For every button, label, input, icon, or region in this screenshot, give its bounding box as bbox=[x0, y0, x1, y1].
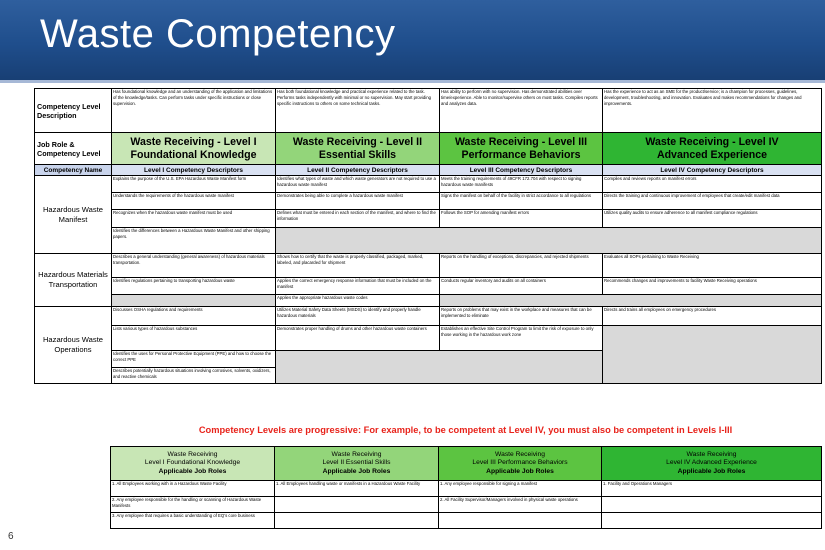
empty-cell bbox=[112, 295, 276, 307]
roles-level-2-header: Waste Receiving Level II Essential Skills Applicable Job Roles bbox=[275, 447, 439, 481]
level-3-descriptor-header: Level III Competency Descriptors bbox=[440, 165, 603, 176]
table-cell: Demonstrates proper handling of drums and other hazardous waste containers bbox=[276, 326, 440, 351]
level-4-description: Has the experience to act as an SME for the product/service; is a champion for processes, guidelines, development, troubleshooting, and innovation. Evaluates and makes recommendations for changes and improvements. bbox=[603, 89, 822, 133]
table-row bbox=[111, 513, 822, 529]
table-cell: Utilizes Material Safety Data Sheets (MSDS) to identify and properly handle hazardous materials bbox=[276, 307, 440, 326]
level-1-descriptor-header: Level I Competency Descriptors bbox=[112, 165, 276, 176]
table-row bbox=[35, 193, 822, 210]
table-cell bbox=[275, 513, 439, 529]
empty-cell bbox=[276, 351, 603, 384]
table-cell: Utilizes quality audits to ensure adherence to all manifest compliance regulations bbox=[603, 210, 822, 228]
table-cell: 1. Facility and Operations Managers bbox=[602, 481, 822, 497]
level-4-subtitle: Advanced Experience bbox=[656, 148, 768, 161]
table-cell: Reports on problems that may exist in the workplace and measures that can be implemented to eliminate bbox=[440, 307, 603, 326]
table-row bbox=[35, 228, 822, 254]
table-cell: Identifies what types of waste and which waste generators are not required to use a hazardous waste manifest bbox=[276, 176, 440, 193]
level-description-row bbox=[35, 89, 822, 133]
table-cell: Applies the correct emergency response information that must be included on the manifest bbox=[276, 278, 440, 295]
table-cell: 2. Any employee responsible for the handling or scanning of Hazardous Waste Manifests bbox=[111, 497, 275, 513]
table-cell: Describes potentially hazardous situations involving corrosives, solvents, oxidizers, and reactive chemicals bbox=[112, 368, 276, 384]
competency-matrix bbox=[34, 88, 822, 384]
table-cell: Identifies regulations pertaining to transporting hazardous waste bbox=[112, 278, 276, 295]
competency-name-operations: Hazardous Waste Operations bbox=[35, 307, 112, 384]
roles-level-3-header: Waste Receiving Level III Performance Behaviors Applicable Job Roles bbox=[439, 447, 602, 481]
applicable-job-roles-table bbox=[110, 446, 822, 529]
table-cell: 1. All Employees working with in a Hazardous Waste Facility bbox=[111, 481, 275, 497]
table-cell: Defines what must be entered in each section of the manifest, and where to find the information bbox=[276, 210, 440, 228]
level-3-description: Has ability to perform with no supervision. Has demonstrated abilities over time/experience. Able to monitor/supervise others on most tasks. Compiles reports and analyzes data. bbox=[440, 89, 603, 133]
table-cell: Identifies the differences between a Hazardous Waste Manifest and other shipping papers. bbox=[112, 228, 276, 254]
level-1-heading bbox=[112, 133, 276, 165]
table-cell: Explains the purpose of the U.S. EPA Hazardous Waste Manifest form bbox=[112, 176, 276, 193]
table-cell: Conducts regular inventory and audits on all containers bbox=[440, 278, 603, 295]
level-4-descriptor-header: Level IV Competency Descriptors bbox=[603, 165, 822, 176]
empty-cell bbox=[440, 295, 822, 307]
level-1-description: Has foundational knowledge and an understanding of the application and limitations of the knowledge/tasks. Can perform tasks under specific instructions or close supervision. bbox=[112, 89, 276, 133]
level-2-title: Waste Receiving - Level II bbox=[292, 135, 423, 148]
competency-name-header: Competency Name bbox=[35, 165, 112, 176]
table-cell bbox=[439, 513, 602, 529]
empty-cell bbox=[603, 326, 822, 384]
job-role-label: Job Role & Competency Level bbox=[35, 133, 112, 165]
table-row bbox=[35, 254, 822, 278]
level-description-label: Competency Level Description bbox=[35, 89, 112, 133]
level-2-heading bbox=[276, 133, 440, 165]
level-2-descriptor-header: Level II Competency Descriptors bbox=[276, 165, 440, 176]
table-row bbox=[35, 326, 822, 351]
table-cell: 2. All Facility Supervisor/Managers involved in physical waste operations bbox=[439, 497, 602, 513]
table-row bbox=[35, 307, 822, 326]
level-3-title: Waste Receiving - Level III bbox=[454, 135, 588, 148]
level-1-title: Waste Receiving - Level I bbox=[130, 135, 257, 148]
competency-name-manifest: Hazardous Waste Manifest bbox=[35, 176, 112, 254]
table-cell bbox=[275, 497, 439, 513]
table-cell: Directs the training and continuous improvement of employees that create/edit manifest data bbox=[603, 193, 822, 210]
level-3-subtitle: Performance Behaviors bbox=[461, 148, 581, 161]
competency-name-transport: Hazardous Materials Transportation bbox=[35, 254, 112, 307]
slide-header bbox=[0, 0, 825, 80]
table-cell: Recommends changes and improvements to facility Waste Receiving operations bbox=[603, 278, 822, 295]
table-cell: Establishes an effective Site Control Program to limit the risk of exposure to only those working in the hazardous work zone bbox=[440, 326, 603, 351]
table-cell: 1. Any employee responsible for signing a manifest bbox=[439, 481, 602, 497]
table-row bbox=[111, 481, 822, 497]
table-cell: Recognizes when the hazardous waste manifest must be used bbox=[112, 210, 276, 228]
roles-level-1-header: Waste Receiving Level I Foundational Knowledge Applicable Job Roles bbox=[111, 447, 275, 481]
table-row bbox=[35, 295, 822, 307]
slide-title: Waste Competency bbox=[40, 12, 396, 56]
table-cell: 3. Any employee that requires a basic understanding of EQ's core business bbox=[111, 513, 275, 529]
job-role-row bbox=[35, 133, 822, 165]
table-cell: Directs and trains all employees on emergency procedures bbox=[603, 307, 822, 326]
page-number: 6 bbox=[8, 531, 14, 542]
table-cell: Signs the manifest on behalf of the facility in strict accordance to all regulations bbox=[440, 193, 603, 210]
empty-cell bbox=[276, 228, 822, 254]
table-cell: Describes a general understanding (general awareness) of hazardous materials transportation. bbox=[112, 254, 276, 278]
level-4-title: Waste Receiving - Level IV bbox=[645, 135, 779, 148]
table-cell: Reports on the handling of exceptions, discrepancies, and rejected shipments bbox=[440, 254, 603, 278]
progressive-note: Competency Levels are progressive: For example, to be competent at Level IV, you must also be competent in Levels I-III bbox=[198, 425, 733, 435]
table-cell: Demonstrates being able to complete a hazardous waste manifest bbox=[276, 193, 440, 210]
level-4-heading bbox=[603, 133, 822, 165]
roles-header-row bbox=[111, 447, 822, 481]
table-cell: Meets the training requirements of 49CFR 172.704 with respect to signing hazardous waste manifests bbox=[440, 176, 603, 193]
level-3-heading bbox=[440, 133, 603, 165]
table-cell: 1. All Employees handling waste or manifests in a Hazardous Waste Facility bbox=[275, 481, 439, 497]
table-cell: Lists various types of hazardous substances bbox=[112, 326, 276, 351]
table-row bbox=[35, 176, 822, 193]
level-1-subtitle: Foundational Knowledge bbox=[130, 148, 257, 161]
header-divider bbox=[0, 80, 825, 83]
level-2-subtitle: Essential Skills bbox=[318, 148, 397, 161]
table-cell: Compiles and reviews reports on manifest errors bbox=[603, 176, 822, 193]
descriptor-header-row bbox=[35, 165, 822, 176]
table-cell: Discusses OSHA regulations and requirements bbox=[112, 307, 276, 326]
table-cell bbox=[602, 497, 822, 513]
table-cell: Applies the appropriate hazardous waste codes bbox=[276, 295, 440, 307]
table-cell: Evaluates all SOPs pertaining to Waste Receiving bbox=[603, 254, 822, 278]
table-row bbox=[35, 210, 822, 228]
table-row bbox=[35, 278, 822, 295]
table-row bbox=[111, 497, 822, 513]
table-cell: Shows how to certify that the waste is properly classified, packaged, marked, labeled, and placarded for shipment bbox=[276, 254, 440, 278]
table-cell bbox=[602, 513, 822, 529]
table-cell: Follows the SOP for amending manifest errors bbox=[440, 210, 603, 228]
table-cell: Understands the requirements of the hazardous waste manifest bbox=[112, 193, 276, 210]
table-cell: Identifies the uses for Personal Protective Equipment (PPE) and how to choose the correct PPE bbox=[112, 351, 276, 368]
level-2-description: Has both foundational knowledge and practical experience related to the task. Performs tasks independently with minimal or no supervision. May start providing specific instructions to others on some technical tasks. bbox=[276, 89, 440, 133]
roles-level-4-header: Waste Receiving Level IV Advanced Experience Applicable Job Roles bbox=[602, 447, 822, 481]
